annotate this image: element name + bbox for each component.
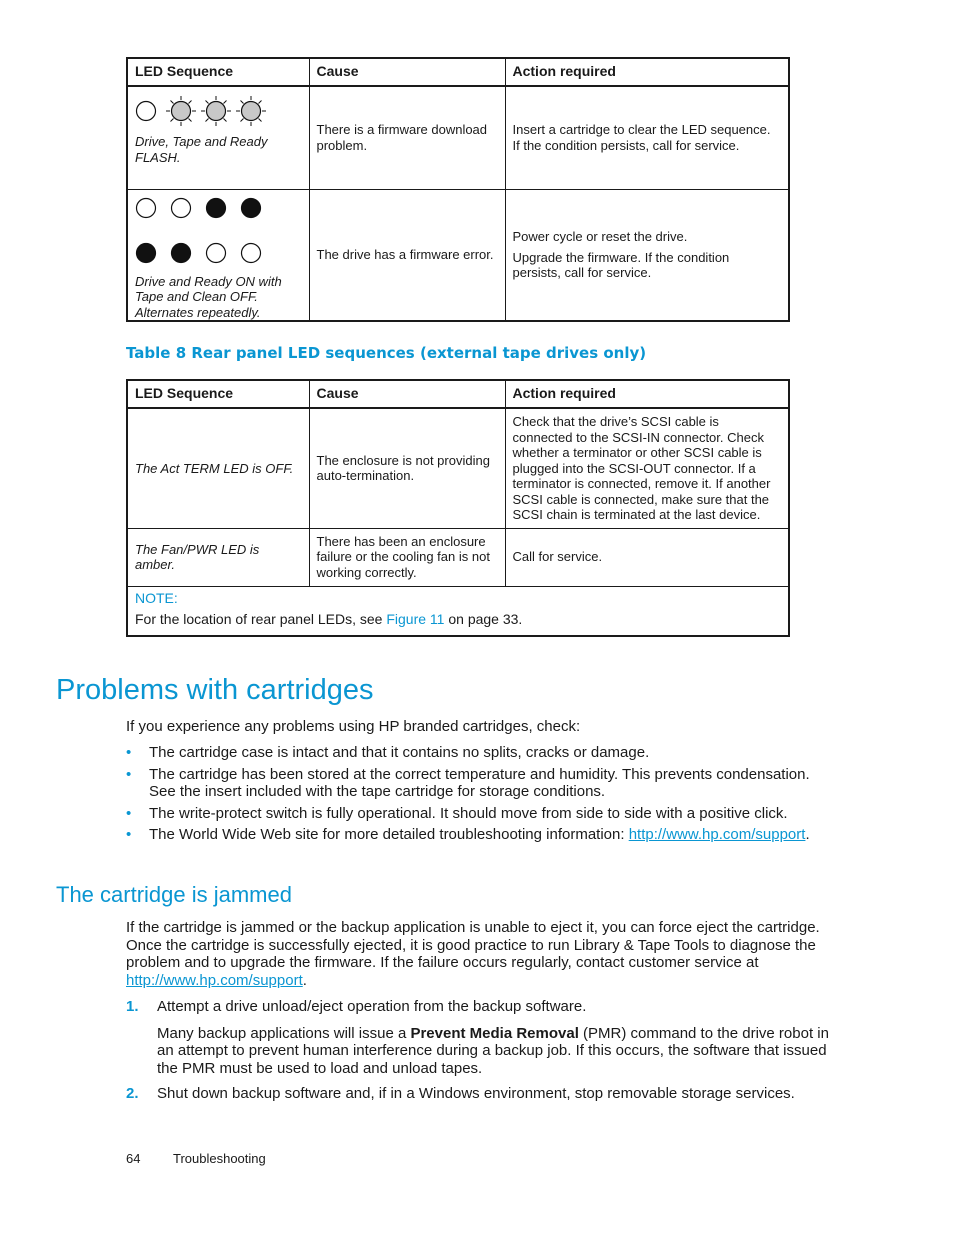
column-header: Action required (505, 380, 789, 408)
led-sequence-cell: The Fan/PWR LED is amber. (127, 528, 309, 586)
column-header: LED Sequence (127, 58, 309, 86)
subsection-heading: The cartridge is jammed (56, 882, 292, 907)
step-number: 2. (126, 1085, 139, 1102)
section-intro: If you experience any problems using HP branded cartridges, check: (126, 718, 581, 735)
list-item-text: The cartridge has been stored at the correct temperature and humidity. This prevents condensation. See the insert included with the tape cartridge for storage conditions. (149, 765, 810, 800)
step-1 (126, 998, 830, 1077)
step-number: 1. (126, 998, 139, 1015)
list-item (126, 826, 830, 844)
step-text: Attempt a drive unload/eject operation from the backup software. (157, 998, 587, 1015)
page-number: 64 (126, 1151, 141, 1166)
note-text (135, 611, 522, 627)
table-row (127, 528, 789, 586)
table-header-row (127, 58, 789, 86)
led-sequence-table-front (126, 57, 790, 322)
command-name: Prevent Media Removal (410, 1024, 579, 1042)
list-item-end: . (805, 826, 810, 843)
note-suffix: on page 33. (444, 611, 523, 627)
section-heading: Problems with cartridges (56, 674, 374, 706)
note-prefix: For the location of rear panel LEDs, see (135, 611, 387, 627)
action-text: Upgrade the firmware. If the condition persists, call for service. (512, 249, 730, 280)
action-cell: Check that the drive’s SCSI cable is connected to the SCSI-IN connector. Check whether a terminator or other SCSI cable is plugged into the SCSI-OUT connector. If a terminator is connected, remove it. If another SCSI cable is connected, make sure that the SCSI chain is terminated at the last device. (505, 408, 789, 528)
cause-cell: The drive has a firmware error. (309, 189, 505, 321)
footer-section: Troubleshooting (173, 1151, 266, 1166)
list-item (126, 805, 830, 823)
column-header: Cause (309, 380, 505, 408)
table-header-row (127, 380, 789, 408)
cause-cell: There has been an enclosure failure or the cooling fan is not working correctly. (309, 528, 505, 586)
paragraph-end: . (302, 971, 307, 989)
bullet-icon: • (126, 765, 132, 783)
section-paragraph (126, 919, 830, 989)
led-sequence-cell: The Act TERM LED is OFF. (127, 408, 309, 528)
led-on-off-pattern-icon (135, 196, 275, 268)
action-cell: Insert a cartridge to clear the LED sequence. If the condition persists, call for service. (505, 86, 789, 189)
table-row (127, 86, 789, 189)
paragraph-text: If the cartridge is jammed or the backup application is unable to eject it, you can force eject the cartridge. Once the cartridge is successfully ejected, it is good practice to run Library & Tape Tools to diagnose the problem and to upgrade the firmware. If the failure occurs regularly, contact customer service at (126, 919, 820, 971)
led-flash-icon (236, 96, 266, 126)
action-text: Power cycle or reset the drive. (512, 229, 688, 244)
table-row (127, 408, 789, 528)
cause-cell: There is a firmware download problem. (309, 86, 505, 189)
led-sequence-text: Drive, Tape and Ready FLASH. (135, 134, 268, 165)
step-2 (126, 1085, 830, 1103)
column-header: LED Sequence (127, 380, 309, 408)
led-sequence-cell (127, 86, 309, 189)
support-link[interactable]: http://www.hp.com/support (628, 826, 806, 843)
led-sequence-text: Drive and Ready ON with Tape and Clean OFF. Alternates repeatedly. (135, 273, 282, 320)
figure-link[interactable]: Figure 11 (386, 611, 445, 627)
cause-cell: The enclosure is not providing auto-termination. (309, 408, 505, 528)
led-sequence-cell (127, 189, 309, 321)
support-link[interactable]: http://www.hp.com/support (126, 971, 303, 989)
led-flash-icon (166, 96, 196, 126)
step-subtext (157, 1025, 830, 1078)
step-text: Shut down backup software and, if in a Windows environment, stop removable storage services. (157, 1085, 795, 1102)
table-caption: Table 8 Rear panel LED sequences (external tape drives only) (126, 344, 647, 362)
list-item-text: The World Wide Web site for more detailed troubleshooting information: (149, 826, 629, 843)
led-sequence-table-rear (126, 379, 790, 637)
note-row (127, 586, 789, 636)
note-label: NOTE: (135, 589, 178, 606)
list-item (126, 744, 830, 762)
cartridge-checklist (126, 744, 830, 848)
bullet-icon: • (126, 826, 132, 843)
list-item-text: The cartridge case is intact and that it contains no splits, cracks or damage. (149, 744, 650, 761)
action-cell (505, 189, 789, 321)
subtext-pre: Many backup applications will issue a (157, 1024, 411, 1042)
table-row (127, 189, 789, 321)
list-item (126, 766, 830, 801)
led-flash-icon (201, 96, 231, 126)
action-cell: Call for service. (505, 528, 789, 586)
bullet-icon: • (126, 744, 132, 761)
led-flash-pattern-icon (135, 96, 275, 126)
list-item-text: The write-protect switch is fully operational. It should move from side to side with a positive click. (149, 804, 788, 822)
column-header: Action required (505, 58, 789, 86)
subtext-post: (PMR) command to the drive robot in an attempt to prevent human interference during a backup job. If this occurs, the software that issued the PMR must be used to load and unload tapes. (157, 1024, 829, 1077)
column-header: Cause (309, 58, 505, 86)
bullet-icon: • (126, 804, 132, 822)
note-cell (127, 586, 789, 636)
